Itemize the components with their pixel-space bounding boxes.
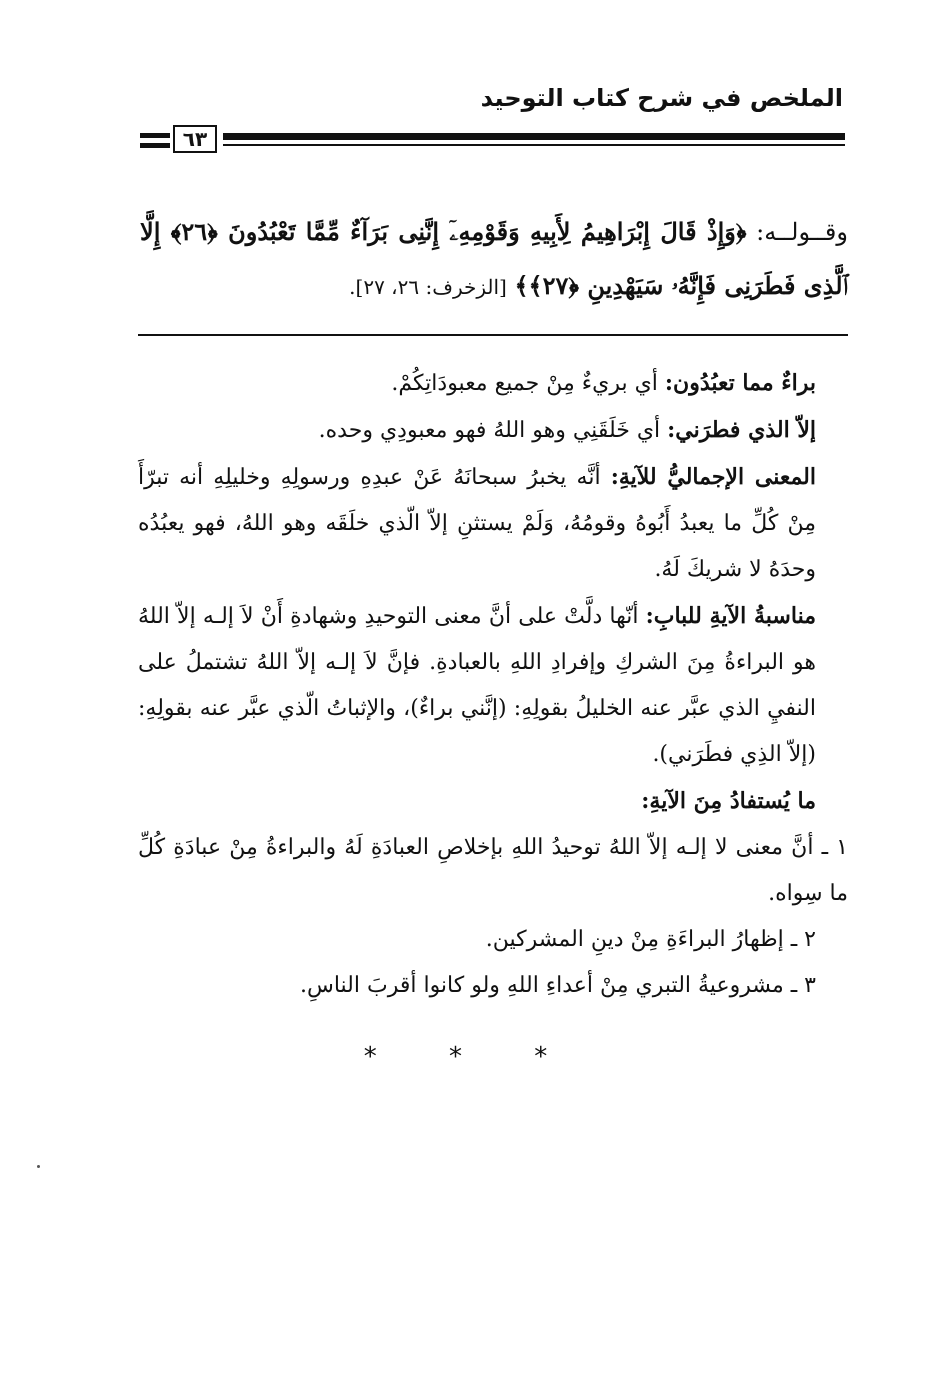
header-rule-short-bottom <box>140 143 170 148</box>
header-rule <box>140 125 850 157</box>
paragraph-meaning-2 <box>138 407 848 454</box>
section-text: أنَّه يخبرُ سبحانَهُ عَنْ عبدِهِ ورسولِهِ وخليلِهِ أنه تبرّأَ مِنْ كُلِّ ما يعبدُ أَبُوهُ وقومُهُ، وَلَمْ يستثنِ إلاّ الّذي خلَقَه وهو اللهُ، فهو يعبُدُه وحدَهُ لا شريكَ لَهُ. <box>138 465 816 582</box>
verse-text: ﴿وَإِذْ قَالَ إِبْرَاهِيمُ لِأَبِيهِ وَقَوْمِهِۦٓ إِنَّنِى بَرَآءٌ مِّمَّا تَعْبُدُونَ ﴿٢٦﴾ إِلَّا ٱلَّذِى فَطَرَنِى فَإِنَّهُۥ سَيَهْدِينِ ﴿٢٧﴾﴾ <box>140 217 848 300</box>
benefits-heading <box>138 778 848 825</box>
paragraph-relevance <box>138 593 848 778</box>
section-divider <box>138 334 848 336</box>
term-heading: إلاّ الذي فطرَني: <box>667 417 816 443</box>
paragraph-general-meaning <box>138 454 848 593</box>
header-rule-thin <box>223 144 845 146</box>
section-heading: ما يُستفادُ مِنَ الآيةِ: <box>641 788 816 814</box>
verse-intro: وقــولــه: <box>756 218 848 246</box>
running-title: الملخص في شرح كتاب التوحيد <box>480 84 843 112</box>
scan-speck <box>37 1165 40 1168</box>
benefit-item: ٢ ـ إظهارُ البراءَةِ مِنْ دينِ المشركين. <box>485 927 816 952</box>
section-heading: المعنى الإجماليُّ للآيةِ: <box>610 464 817 490</box>
commentary-body <box>138 360 848 1009</box>
header-rule-short-top <box>140 133 170 138</box>
paragraph-meaning-1 <box>138 360 848 407</box>
section-heading: مناسبةُ الآيةِ للبابِ: <box>645 603 816 629</box>
verse-reference: [الزخرف: ٢٦، ٢٧]. <box>349 275 507 299</box>
term-text: أي خَلَقَنِي وهو اللهُ فهو معبودِي وحده. <box>318 418 668 443</box>
section-end-stars: * * * <box>363 1042 580 1072</box>
section-text: أنّها دلَّتْ على أنَّ معنى التوحيدِ وشهادةِ أَنْ لاَ إلـه إلاّ اللهُ هو البراءةُ مِنَ الشركِ وإفرادِ اللهِ بالعبادةِ. فإنَّ لاَ إلـه إلاّ اللهُ تشتملُ على النفيِ الذي عبَّر عنه الخليلُ بقولِهِ: (إنَّني براءٌ)، والإثباتُ الّذي عبَّر عنه بقولِهِ: (إلاّ الذِي فطَرَني). <box>138 604 816 767</box>
quran-verse-block <box>140 205 848 314</box>
benefit-item: ٣ ـ مشروعيةُ التبري مِنْ أعداءِ اللهِ ولو كانوا أقربَ الناسِ. <box>299 973 816 998</box>
term-text: أي بريءٌ مِنْ جميع معبودَاتِكُمْ. <box>391 371 665 396</box>
benefit-item: ١ ـ أنَّ معنى لا إلـه إلاّ اللهُ توحيدُ اللهِ بإخلاصِ العبادَةِ لَهُ والبراءةُ مِنْ عبادَةِ كُلِّ ما سِواه. <box>138 835 848 906</box>
header-rule-thick <box>223 133 845 140</box>
page-number: ٦٣ <box>173 125 217 153</box>
term-heading: براءٌ مما تعبُدُون: <box>664 370 816 396</box>
